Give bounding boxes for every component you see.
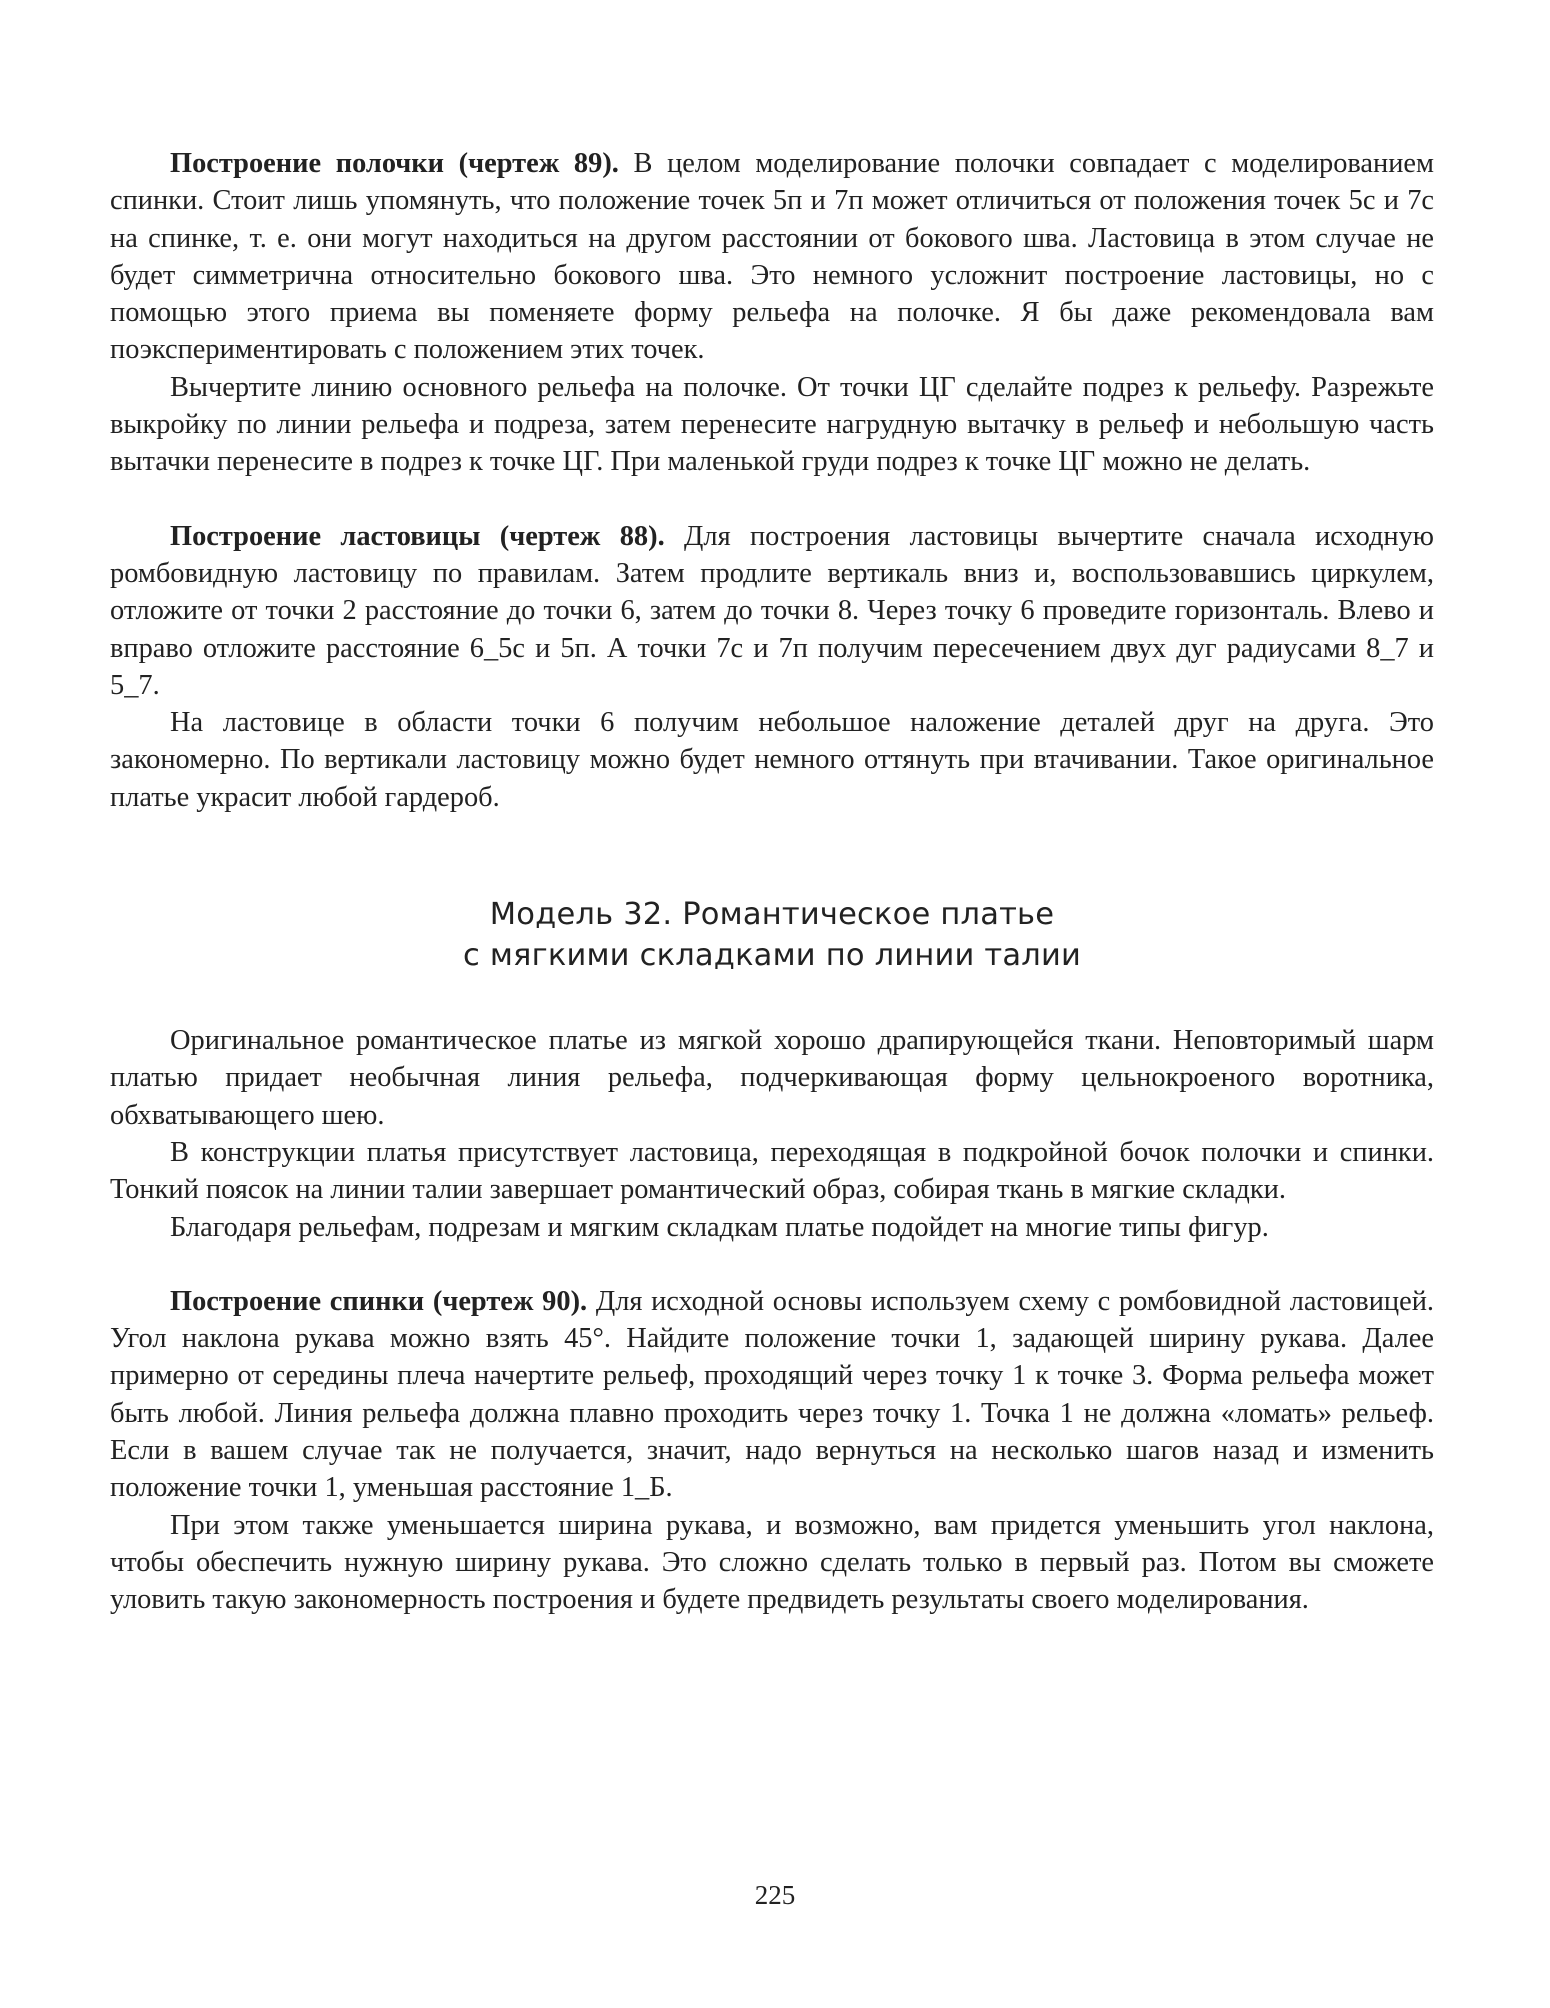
paragraph-text: В целом моделирование полочки совпадает с моделированием спинки. Стоит лишь упомянуть, что положение точек 5п и 7п может отличиться от положения точек 5с и 7с на спинке, т. е. они могут находиться на другом расстоянии от бокового шва. Ластовица в этом случае не будет симметрична относительно бокового шва. Это немного усложнит построение ластовицы, но с помощью этого приема вы поменяете форму рельефа на полочке. Я бы даже рекомендовала вам поэкспериментировать с положением этих точек. (110, 148, 1434, 366)
paragraph (110, 1134, 1434, 1209)
front-section (110, 145, 1434, 481)
paragraph-lead: Построение полочки (чертеж 89). (170, 148, 619, 179)
paragraph (110, 145, 1434, 369)
paragraph-text: Для исходной основы используем схему с ромбовидной ластовицей. Угол наклона рукава можно взять 45°. Найдите положение точки 1, задающей ширину рукава. Далее примерно от середины плеча начертите рельеф, проходящий через точку 1 к точке 3. Форма рельефа может быть любой. Линия рельефа должна плавно проходить через точку 1. Точка 1 не должна «ломать» рельеф. Если в вашем случае так не получается, значит, надо вернуться на несколько шагов назад и изменить положение точки 1, уменьшая расстояние 1_Б. (110, 1285, 1434, 1504)
paragraph (110, 1209, 1434, 1246)
heading-line-2: с мягкими складками по линии талии (462, 938, 1081, 974)
paragraph (110, 704, 1434, 816)
paragraph (110, 1022, 1434, 1134)
paragraph (110, 369, 1434, 481)
paragraph-text: Вычертите линию основного рельефа на полочке. От точки ЦГ сделайте подрез к рельефу. Разрежьте выкройку по линии рельефа и подреза, затем перенесите нагрудную вытачку в рельеф и небольшую часть вытачки перенесите в подрез к точке ЦГ. При маленькой груди подрез к точке ЦГ можно не делать. (110, 371, 1434, 478)
paragraph-lead: Построение спинки (чертеж 90). (170, 1285, 588, 1317)
paragraph (110, 518, 1434, 704)
page-number: 225 (754, 1880, 796, 1910)
back-section (110, 1283, 1434, 1619)
paragraph-text: Для построения ластовицы вычертите сначала исходную ромбовидную ластовицу по правилам. Затем продлите вертикаль вниз и, воспользовавшись циркулем, отложите от точки 2 расстояние до точки 6, затем до точки 8. Через точку 6 проведите горизонталь. Влево и вправо отложите расстояние 6_5с и 5п. А точки 7с и 7п получим пересечением двух дуг радиусами 8_7 и 5_7. (110, 520, 1434, 701)
paragraph (110, 1283, 1434, 1507)
paragraph-text: Благодаря рельефам, подрезам и мягким складкам платье подойдет на многие типы фигур. (170, 1211, 1269, 1243)
paragraph-text: Оригинальное романтическое платье из мягкой хорошо драпирующейся ткани. Неповторимый шарм платью придает необычная линия рельефа, подчеркивающая форму цельнокроеного воротника, обхватывающего шею. (110, 1025, 1434, 1131)
model-description (110, 1022, 1434, 1246)
page-content (110, 145, 1434, 1619)
paragraph-text: В конструкции платья присутствует ластовица, переходящая в подкройной бочок полочки и спинки. Тонкий поясок на линии талии завершает романтический образ, собирая ткань в мягкие складки. (110, 1136, 1434, 1206)
heading-line-1: Модель 32. Романтическое платье (489, 897, 1055, 933)
paragraph-text: На ластовице в области точки 6 получим небольшое наложение деталей друг на друга. Это закономерно. По вертикали ластовицу можно будет немного оттянуть при втачивании. Такое оригинальное платье украсит любой гардероб. (110, 707, 1434, 813)
gusset-section (110, 518, 1434, 816)
paragraph-text: При этом также уменьшается ширина рукава, и возможно, вам придется уменьшить угол наклона, чтобы обеспечить нужную ширину рукава. Это сложно сделать только в первый раз. Потом вы сможете уловить такую закономерность построения и будете предвидеть результаты своего моделирования. (110, 1509, 1434, 1616)
paragraph (110, 1507, 1434, 1619)
paragraph-lead: Построение ластовицы (чертеж 88). (170, 520, 665, 552)
model-heading (110, 894, 1434, 976)
